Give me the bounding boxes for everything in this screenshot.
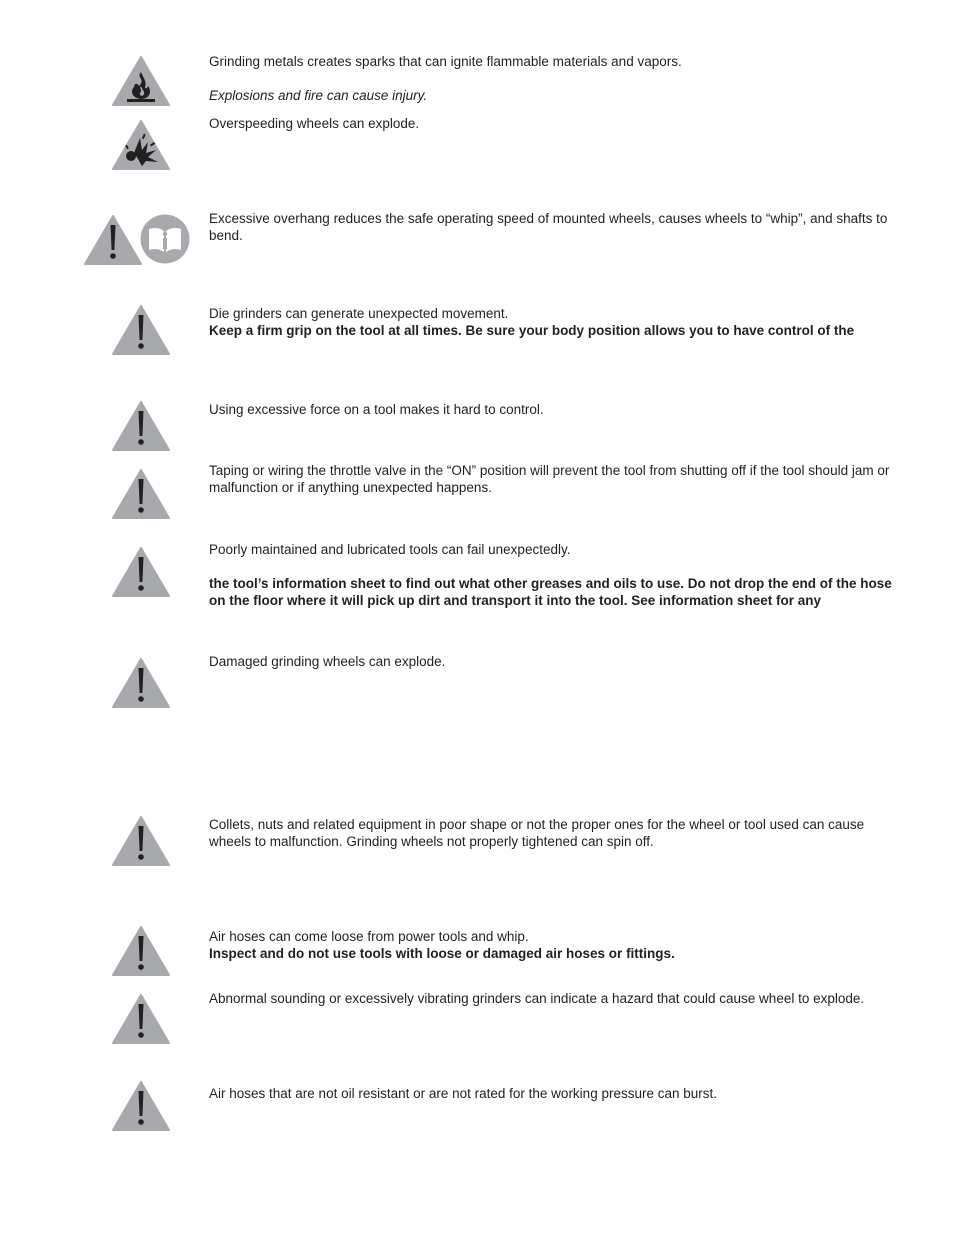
hazard-text	[209, 1085, 899, 1102]
warning-icon	[112, 547, 170, 597]
hazard-instruction: Inspect and do not use tools with loose or damaged air hoses or fittings.	[209, 946, 675, 961]
hazard-instruction: Keep a firm grip on the tool at all times. Be sure your body position allows you to have control of the	[209, 323, 855, 338]
hazard-text	[209, 53, 899, 104]
hazard-consequence: Explosions and fire can cause injury.	[209, 88, 428, 103]
warning-icon	[112, 401, 170, 451]
hazard-description: Poorly maintained and lubricated tools can fail unexpectedly.	[209, 542, 571, 557]
fire-hazard-icon	[112, 56, 170, 106]
hazard-text	[209, 115, 899, 132]
warning-icon	[84, 215, 142, 265]
warning-icon	[112, 469, 170, 519]
hazard-description: Overspeeding wheels can explode.	[209, 116, 420, 131]
hazard-text	[209, 210, 899, 244]
warning-icon	[112, 994, 170, 1044]
explosion-hazard-icon	[112, 120, 170, 170]
hazard-text	[209, 462, 899, 496]
hazard-description: Collets, nuts and related equipment in poor shape or not the proper ones for the wheel or tool used can cause wheels to malfunction. Grinding wheels not properly tightened can spin off.	[209, 817, 865, 849]
hazard-text	[209, 541, 899, 609]
hazard-text	[209, 816, 899, 850]
hazard-description: Air hoses that are not oil resistant or are not rated for the working pressure can burst.	[209, 1086, 718, 1101]
hazard-text	[209, 305, 899, 339]
hazard-instruction: the tool’s information sheet to find out what other greases and oils to use. Do not drop the end of the hose on the floor where it will pick up dirt and transport it into the tool. See information sheet for any	[209, 576, 892, 608]
warning-icon	[112, 1081, 170, 1131]
hazard-text	[209, 401, 899, 418]
hazard-description: Air hoses can come loose from power tools and whip.	[209, 929, 529, 944]
hazard-description: Grinding metals creates sparks that can ignite flammable materials and vapors.	[209, 54, 682, 69]
hazard-description: Using excessive force on a tool makes it hard to control.	[209, 402, 544, 417]
warning-icon	[112, 926, 170, 976]
hazard-description: Damaged grinding wheels can explode.	[209, 654, 446, 669]
hazard-description: Taping or wiring the throttle valve in the “ON” position will prevent the tool from shutting off if the tool should jam or malfunction or if anything unexpected happens.	[209, 463, 890, 495]
read-manual-icon	[140, 214, 190, 264]
hazard-description: Abnormal sounding or excessively vibrating grinders can indicate a hazard that could cause wheel to explode.	[209, 991, 865, 1006]
hazard-description: Excessive overhang reduces the safe operating speed of mounted wheels, causes wheels to “whip”, and shafts to bend.	[209, 211, 888, 243]
hazard-description: Die grinders can generate unexpected movement.	[209, 306, 509, 321]
warning-icon	[112, 658, 170, 708]
hazard-text	[209, 990, 909, 1007]
hazard-text	[209, 928, 899, 962]
warning-icon	[112, 305, 170, 355]
warning-icon	[112, 816, 170, 866]
hazard-text	[209, 653, 899, 670]
